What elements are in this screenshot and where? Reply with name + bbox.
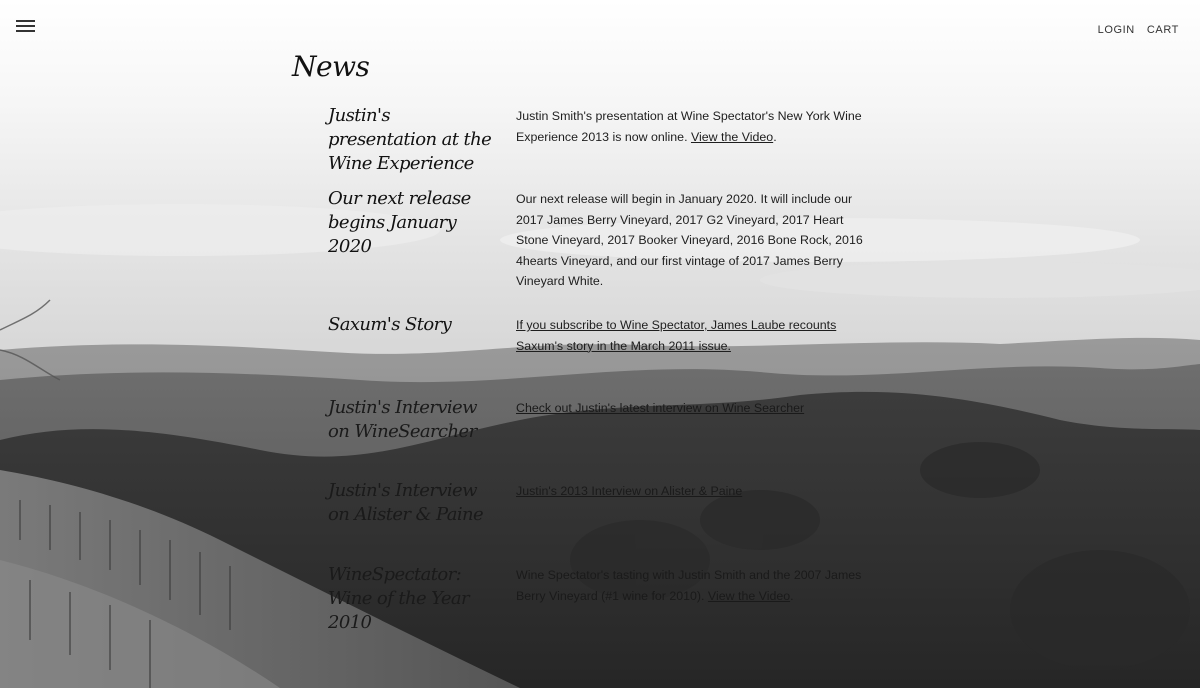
news-heading: Justin's Interview on Alister & Paine <box>328 480 484 525</box>
news-body <box>516 565 868 606</box>
saxum-story-link[interactable]: If you subscribe to Wine Spectator, James Laube recounts Saxum's story in the March 2011 issue. <box>516 318 837 353</box>
news-body <box>516 106 868 147</box>
page-title: News <box>292 50 370 83</box>
news-list <box>328 0 888 688</box>
menu-line <box>16 30 35 32</box>
login-link[interactable]: LOGIN <box>1097 24 1135 36</box>
hamburger-menu-icon[interactable] <box>16 19 35 33</box>
top-nav <box>1098 24 1179 36</box>
news-heading: Saxum's Story <box>328 314 452 335</box>
news-heading: WineSpectator: Wine of the Year 2010 <box>328 564 470 633</box>
menu-line <box>16 20 35 22</box>
news-text: Justin Smith's presentation at Wine Spectator's New York Wine Experience 2013 is now online. <box>516 109 862 144</box>
news-text: . <box>773 129 777 144</box>
winesearcher-interview-link[interactable]: Check out Justin's latest interview on Wine Searcher <box>516 401 805 415</box>
news-body <box>516 398 868 419</box>
news-heading: Justin's Interview on WineSearcher <box>328 397 477 442</box>
news-body <box>516 189 868 292</box>
news-body <box>516 315 868 356</box>
news-heading: Justin's presentation at the Wine Experience <box>328 105 492 174</box>
news-heading: Our next release begins January 2020 <box>328 188 471 257</box>
news-text: Our next release will begin in January 2020. It will include our 2017 James Berry Vineyard, 2017 G2 Vineyard, 2017 Heart Stone Vineyard, 2017 Booker Vineyard, 2016 Bone Rock, 2016 4hearts Vineyard, and our first vintage of 2017 James Berry Vineyard White. <box>516 192 863 288</box>
news-body <box>516 481 868 502</box>
menu-line <box>16 25 35 27</box>
view-video-link[interactable]: View the Video <box>690 129 774 144</box>
cart-link[interactable]: CART <box>1146 24 1179 36</box>
view-video-link[interactable]: View the Video <box>707 588 791 603</box>
alister-paine-interview-link[interactable]: Justin's 2013 Interview on Alister & Paine <box>516 484 743 498</box>
news-text: . <box>790 588 794 603</box>
news-text: Wine Spectator's tasting with Justin Smith and the 2007 James Berry Vineyard (#1 wine for 2010). <box>516 568 862 603</box>
